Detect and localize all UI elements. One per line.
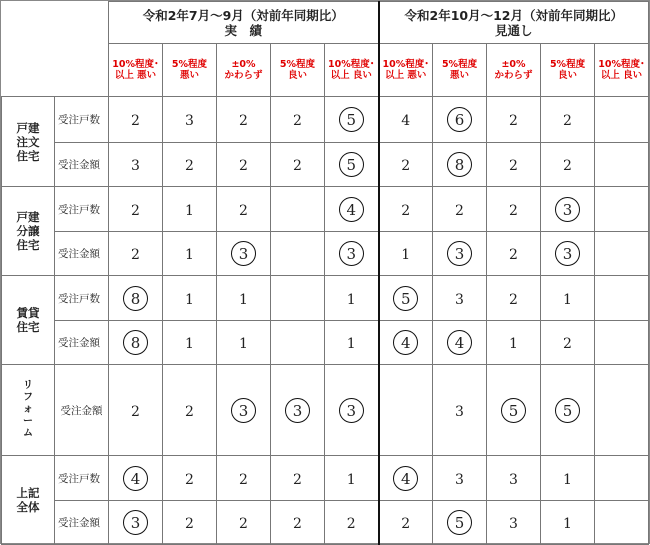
level-header-cell [325,44,379,97]
value-cell [271,276,325,321]
value-cell [379,321,433,365]
value: 2 [293,471,302,488]
category-cell [2,187,55,276]
item-label: 受注戸数 [55,97,109,143]
level-label: 5%程度 良い [549,59,586,81]
item-label: 受注戸数 [55,456,109,501]
category-cell [2,456,55,545]
value-cell [541,143,595,187]
value-cell [325,501,379,545]
value-cell [433,365,487,456]
value-cell [109,187,163,232]
level-header-cell [433,44,487,97]
value: 2 [509,113,518,129]
circled-value: 5 [447,510,472,535]
period-header-forecast [379,2,649,44]
value-cell [109,365,163,456]
value: 2 [185,158,194,174]
value-cell [109,321,163,365]
item-label: 受注金額 [55,232,109,276]
value: 1 [346,471,356,488]
level-header-cell [163,44,217,97]
table-row [2,321,649,365]
circled-value: 5 [339,107,364,132]
value: 2 [346,516,356,532]
circled-value: 5 [501,398,526,423]
level-label: 10%程度･ 以上 悪い [112,59,159,81]
category-label: リ フ ォ ー ム [23,380,33,439]
value: 3 [185,113,194,129]
value-cell [271,187,325,232]
value-cell [271,501,325,545]
value: 2 [239,471,248,488]
value-cell [379,501,433,545]
category-label: 上記 全体 [16,486,40,514]
table-row [2,187,649,232]
value: 3 [455,403,464,420]
value-cell [433,187,487,232]
circled-value: 3 [285,398,310,423]
value-cell [379,456,433,501]
value-cell [595,365,649,456]
value-cell [271,365,325,456]
level-header-cell [217,44,271,97]
value-cell [487,187,541,232]
value-cell [433,97,487,143]
value-cell [487,143,541,187]
value-cell [595,143,649,187]
period-title: 令和2年10月～12月（対前年同期比） [404,7,624,23]
value-cell [541,97,595,143]
table-row [2,365,649,456]
value: 2 [293,113,302,129]
circled-value: 3 [339,241,364,266]
value-cell [379,276,433,321]
value: 2 [509,202,518,219]
value-cell [541,321,595,365]
value-cell [271,232,325,276]
value-cell [325,321,379,365]
value: 2 [185,471,194,488]
value: 2 [239,202,248,219]
value-cell [379,97,433,143]
value-cell [163,501,217,545]
category-label: 戸建 注文 住宅 [16,120,40,163]
period-header-row [2,2,649,44]
value: 1 [563,516,572,532]
value: 1 [563,471,572,488]
value: 1 [239,291,248,308]
value-cell [163,321,217,365]
value: 2 [185,403,194,420]
value-cell [541,187,595,232]
period-title: 令和2年7月～9月（対前年同期比） [142,7,344,23]
value: 2 [293,158,302,174]
value-cell [109,232,163,276]
value: 2 [563,336,572,352]
item-label: 受注金額 [55,365,109,456]
value-cell [487,276,541,321]
value-cell [217,321,271,365]
circled-value: 3 [231,398,256,423]
value-cell [487,365,541,456]
value: 2 [509,247,518,263]
level-label: 5%程度 悪い [441,59,478,81]
level-label: 10%程度･ 以上 悪い [382,59,430,81]
value-cell [109,501,163,545]
category-cell [2,97,55,187]
value-cell [433,501,487,545]
level-label: 10%程度･ 以上 良い [598,59,645,81]
level-header-cell [541,44,595,97]
value: 2 [509,291,518,308]
table-row [2,143,649,187]
value-cell [487,232,541,276]
value: 1 [401,247,411,263]
level-header-cell [487,44,541,97]
value-cell [325,276,379,321]
value: 1 [185,247,194,263]
value-cell [541,276,595,321]
circled-value: 3 [339,398,364,423]
item-label: 受注金額 [55,143,109,187]
table-row [2,501,649,545]
value: 2 [563,113,572,129]
value: 2 [131,113,140,129]
value: 1 [346,291,356,308]
value: 2 [185,516,194,532]
value-cell [595,97,649,143]
value: 2 [401,516,411,532]
value: 1 [185,202,194,219]
value: 1 [185,291,194,308]
value: 2 [131,403,140,420]
value-cell [487,501,541,545]
value-cell [217,456,271,501]
value: 1 [346,336,356,352]
value: 3 [455,471,464,488]
circled-value: 6 [447,107,472,132]
value-cell [163,232,217,276]
value-cell [109,97,163,143]
value-cell [541,501,595,545]
value-cell [163,187,217,232]
period-subtitle: 見通し [495,22,533,38]
value: 2 [563,158,572,174]
value-cell [487,321,541,365]
value-cell [271,97,325,143]
value-cell [379,365,433,456]
circled-value: 3 [447,241,472,266]
category-cell [2,365,55,456]
value-cell [325,232,379,276]
level-label: ±0% かわらず [224,59,263,81]
level-header-cell [379,44,433,97]
value-cell [595,276,649,321]
value-cell [325,456,379,501]
value: 4 [401,113,411,129]
level-header-cell [595,44,649,97]
value-cell [217,187,271,232]
value: 2 [239,516,248,532]
circled-value: 3 [555,197,580,222]
value: 2 [455,202,464,219]
value: 1 [509,336,518,352]
table-row [2,456,649,501]
level-label: ±0% かわらず [494,59,533,81]
level-label: 10%程度･ 以上 良い [328,59,375,81]
value: 1 [185,336,194,352]
value-cell [433,456,487,501]
value: 3 [509,516,518,532]
value-cell [595,456,649,501]
value-cell [541,232,595,276]
value-cell [595,321,649,365]
value: 1 [239,336,248,352]
item-label: 受注戸数 [55,187,109,232]
value-cell [271,143,325,187]
value-cell [487,456,541,501]
circled-value: 5 [339,152,364,177]
value-cell [433,276,487,321]
value-cell [163,97,217,143]
circled-value: 8 [123,330,148,355]
value: 2 [401,202,411,219]
value-cell [271,321,325,365]
value-cell [325,187,379,232]
category-cell [2,276,55,365]
table-row [2,276,649,321]
value-cell [217,365,271,456]
value: 3 [131,158,140,174]
value-cell [163,456,217,501]
value-cell [541,365,595,456]
value-cell [595,187,649,232]
value: 1 [563,291,572,308]
corner-cell [2,2,109,97]
value-cell [325,365,379,456]
circled-value: 5 [393,286,418,311]
value-cell [109,143,163,187]
circled-value: 4 [123,466,148,491]
category-label: 戸建 分譲 住宅 [16,210,40,252]
level-label: 5%程度 良い [279,59,316,81]
survey-table [1,1,649,545]
table-row [2,232,649,276]
circled-value: 8 [123,286,148,311]
level-label: 5%程度 悪い [171,59,208,81]
value: 2 [293,516,302,532]
value-cell [109,456,163,501]
table-row [2,97,649,143]
level-header-cell [271,44,325,97]
value: 3 [509,471,518,488]
value: 2 [509,158,518,174]
value-cell [325,97,379,143]
value: 2 [401,158,411,174]
circled-value: 3 [123,510,148,535]
level-header-cell [109,44,163,97]
value-cell [163,143,217,187]
circled-value: 4 [447,330,472,355]
value-cell [541,456,595,501]
circled-value: 4 [339,197,364,222]
value-cell [217,501,271,545]
period-header-actual [109,2,379,44]
value-cell [433,232,487,276]
value: 2 [131,247,140,263]
value-cell [163,365,217,456]
item-label: 受注金額 [55,321,109,365]
circled-value: 5 [555,398,580,423]
value-cell [433,321,487,365]
circled-value: 4 [393,466,418,491]
value-cell [379,232,433,276]
circled-value: 8 [447,152,472,177]
value-cell [109,276,163,321]
value: 3 [455,291,464,308]
value-cell [379,187,433,232]
value-cell [163,276,217,321]
value-cell [217,276,271,321]
circled-value: 4 [393,330,418,355]
value: 2 [239,113,248,129]
value-cell [433,143,487,187]
value-cell [217,97,271,143]
period-subtitle: 実 績 [224,22,263,38]
category-label: 賃貸 住宅 [16,306,40,334]
value-cell [325,143,379,187]
value-cell [487,97,541,143]
value-cell [595,232,649,276]
item-label: 受注金額 [55,501,109,545]
circled-value: 3 [231,241,256,266]
value: 2 [131,202,140,219]
value-cell [217,143,271,187]
value-cell [595,501,649,545]
value-cell [271,456,325,501]
value: 2 [239,158,248,174]
value-cell [379,143,433,187]
circled-value: 3 [555,241,580,266]
item-label: 受注戸数 [55,276,109,321]
value-cell [217,232,271,276]
